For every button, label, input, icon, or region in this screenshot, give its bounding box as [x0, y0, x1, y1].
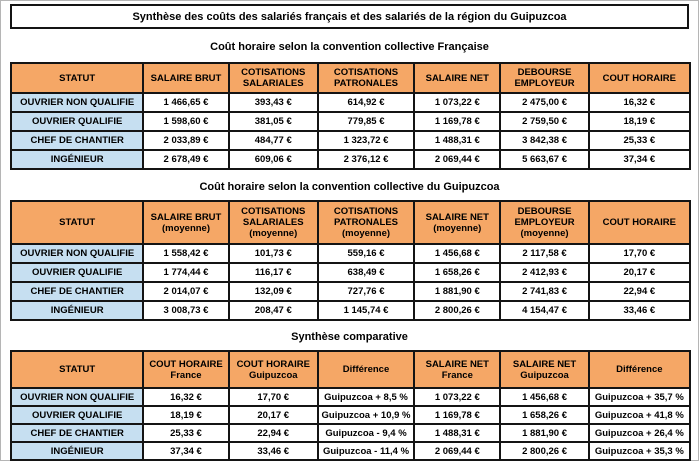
table-cell: 1 169,78 €	[414, 112, 500, 131]
column-header-line: (moyenne)	[520, 228, 569, 239]
table-cell: 18,19 €	[589, 112, 690, 131]
table-row	[11, 424, 690, 442]
table-cell: 116,17 €	[229, 263, 318, 282]
table-cell: Guipuzcoa - 9,4 %	[318, 424, 414, 442]
table-section	[1, 181, 698, 321]
table-cell: 2 678,49 €	[143, 150, 228, 169]
column-header	[11, 63, 143, 93]
table-cell: 381,05 €	[229, 112, 318, 131]
table-row	[11, 442, 690, 460]
table-row	[11, 388, 690, 406]
table-cell: 17,70 €	[589, 244, 690, 263]
table-cell: 1 169,78 €	[414, 406, 500, 424]
row-header-statut: OUVRIER NON QUALIFIE	[11, 388, 143, 406]
table-section	[1, 41, 698, 170]
table-cell: Guipuzcoa + 8,5 %	[318, 388, 414, 406]
row-header-statut: CHEF DE CHANTIER	[11, 131, 143, 150]
row-header-statut: OUVRIER NON QUALIFIE	[11, 244, 143, 263]
column-header-line: SALAIRE NET	[425, 358, 489, 370]
table-cell: 37,34 €	[143, 442, 228, 460]
table-row	[11, 406, 690, 424]
table-cell: 18,19 €	[143, 406, 228, 424]
column-header-line: SALAIRE NET	[512, 358, 577, 370]
table-cell: Guipuzcoa + 10,9 %	[318, 406, 414, 424]
table-cell: 2 741,83 €	[500, 282, 588, 301]
table-cell: 1 488,31 €	[414, 131, 500, 150]
table-cell: 2 069,44 €	[414, 150, 500, 169]
table-cell: 37,34 €	[589, 150, 690, 169]
table-cell: 1 774,44 €	[143, 263, 228, 282]
column-header-line: Différence	[342, 364, 390, 375]
table-cell: Guipuzcoa - 11,4 %	[318, 442, 414, 460]
table-caption: Coût horaire selon la convention collective du Guipuzcoa	[199, 181, 500, 193]
table-cell: 1 658,26 €	[414, 263, 500, 282]
table-cell: 2 800,26 €	[414, 301, 500, 320]
table-cell: 1 456,68 €	[414, 244, 500, 263]
table-cell: 3 008,73 €	[143, 301, 228, 320]
table-row	[11, 244, 690, 263]
table-cell: 2 117,58 €	[500, 244, 588, 263]
table-cell: 2 412,93 €	[500, 263, 588, 282]
column-header-line: COUT HORAIRE	[602, 72, 677, 84]
column-header-line: (moyenne)	[161, 222, 211, 234]
table-cell: 101,73 €	[229, 244, 318, 263]
table-cell: 1 073,22 €	[414, 93, 500, 112]
table-cell: 132,09 €	[229, 282, 318, 301]
table-cell: 2 376,12 €	[318, 150, 414, 169]
table-cell: 2 014,07 €	[143, 282, 228, 301]
data-table	[10, 62, 691, 170]
table-cell: 1 881,90 €	[500, 424, 588, 442]
table-cell: 25,33 €	[143, 424, 228, 442]
column-header-line: Différence	[616, 364, 663, 375]
column-header-line: SALARIALES	[242, 78, 304, 89]
table-cell: 779,85 €	[318, 112, 414, 131]
table-cell: 1 323,72 €	[318, 131, 414, 150]
column-header-line: SALAIRE NET	[425, 211, 489, 223]
table-row	[11, 263, 690, 282]
row-header-statut: OUVRIER NON QUALIFIE	[11, 93, 143, 112]
page-title-text: Synthèse des coûts des salariés français et des salariés de la région du Guipuzcoa	[132, 10, 567, 23]
column-header	[414, 351, 500, 388]
data-table	[10, 200, 691, 321]
row-header-statut: INGÉNIEUR	[11, 301, 143, 320]
table-cell: Guipuzcoa + 26,4 %	[589, 424, 690, 442]
column-header-line: PATRONALES	[333, 217, 399, 228]
table-cell: 22,94 €	[229, 424, 318, 442]
column-header-line: PATRONALES	[333, 78, 399, 89]
page-title	[10, 4, 689, 29]
column-header-line: (moyenne)	[433, 222, 482, 234]
column-header-line: COUT HORAIRE	[602, 217, 677, 228]
table-row	[11, 282, 690, 301]
row-header-statut: INGÉNIEUR	[11, 150, 143, 169]
column-header-line: (moyenne)	[341, 228, 391, 239]
table-cell: 33,46 €	[589, 301, 690, 320]
table-cell: 614,92 €	[318, 93, 414, 112]
column-header-line: France	[441, 369, 473, 381]
column-header-line: EMPLOYEUR	[514, 217, 575, 228]
column-header-line: COTISATIONS	[241, 206, 306, 217]
row-header-statut: INGÉNIEUR	[11, 442, 143, 460]
table-cell: 1 488,31 €	[414, 424, 500, 442]
table-cell: 25,33 €	[589, 131, 690, 150]
row-header-statut: OUVRIER QUALIFIE	[11, 406, 143, 424]
table-cell: 638,49 €	[318, 263, 414, 282]
column-header	[589, 351, 690, 388]
table-cell: 16,32 €	[589, 93, 690, 112]
column-header-line: COTISATIONS	[333, 67, 399, 78]
column-header	[229, 351, 318, 388]
table-cell: 20,17 €	[229, 406, 318, 424]
table-cell: 1 456,68 €	[500, 388, 588, 406]
column-header	[318, 201, 414, 244]
table-caption: Coût horaire selon la convention collective Française	[210, 41, 489, 53]
table-row	[11, 112, 690, 131]
table-row	[11, 150, 690, 169]
row-header-statut: CHEF DE CHANTIER	[11, 282, 143, 301]
table-cell: 2 475,00 €	[500, 93, 588, 112]
column-header-line: COTISATIONS	[333, 206, 399, 217]
table-cell: 2 800,26 €	[500, 442, 588, 460]
table-cell: 1 558,42 €	[143, 244, 228, 263]
table-caption: Synthèse comparative	[291, 331, 408, 343]
column-header-line: EMPLOYEUR	[514, 78, 575, 89]
column-header	[500, 351, 588, 388]
row-header-statut: CHEF DE CHANTIER	[11, 424, 143, 442]
header-row	[11, 351, 690, 388]
table-cell: 1 881,90 €	[414, 282, 500, 301]
table-row	[11, 93, 690, 112]
column-header	[11, 351, 143, 388]
column-header-line: COUT HORAIRE	[236, 358, 310, 370]
table-cell: 22,94 €	[589, 282, 690, 301]
table-cell: 208,47 €	[229, 301, 318, 320]
table-cell: 727,76 €	[318, 282, 414, 301]
table-cell: 1 073,22 €	[414, 388, 500, 406]
column-header-line: Guipuzcoa	[248, 369, 298, 381]
table-cell: 2 069,44 €	[414, 442, 500, 460]
table-row	[11, 131, 690, 150]
table-cell: 5 663,67 €	[500, 150, 588, 169]
column-header-line: COTISATIONS	[241, 67, 306, 78]
column-header-line: (moyenne)	[249, 228, 298, 239]
table-cell: 1 466,65 €	[143, 93, 228, 112]
table-cell: 1 598,60 €	[143, 112, 228, 131]
column-header-line: STATUT	[59, 364, 96, 375]
document-page	[1, 4, 698, 461]
table-cell: 559,16 €	[318, 244, 414, 263]
column-header-line: SALAIRE NET	[425, 72, 489, 84]
table-cell: 20,17 €	[589, 263, 690, 282]
column-header	[229, 63, 318, 93]
column-header	[143, 201, 228, 244]
table-cell: Guipuzcoa + 41,8 %	[589, 406, 690, 424]
column-header	[143, 63, 228, 93]
table-cell: 1 658,26 €	[500, 406, 588, 424]
table-cell: Guipuzcoa + 35,3 %	[589, 442, 690, 460]
table-cell: 2 759,50 €	[500, 112, 588, 131]
column-header	[500, 63, 588, 93]
table-cell: 609,06 €	[229, 150, 318, 169]
table-cell: 3 842,38 €	[500, 131, 588, 150]
table-cell: 1 145,74 €	[318, 301, 414, 320]
table-cell: 17,70 €	[229, 388, 318, 406]
column-header	[11, 201, 143, 244]
column-header-line: DEBOURSE	[517, 67, 572, 78]
column-header	[414, 201, 500, 244]
row-header-statut: OUVRIER QUALIFIE	[11, 112, 143, 131]
table-cell: 16,32 €	[143, 388, 228, 406]
table-cell: Guipuzcoa + 35,7 %	[589, 388, 690, 406]
column-header-line: STATUT	[59, 72, 96, 84]
column-header	[143, 351, 228, 388]
column-header-line: SALAIRE BRUT	[150, 211, 222, 223]
data-table	[10, 350, 691, 461]
tables-container	[1, 41, 698, 461]
column-header-line: SALAIRE BRUT	[150, 72, 222, 84]
table-row	[11, 301, 690, 320]
column-header	[318, 63, 414, 93]
column-header-line: COUT HORAIRE	[149, 358, 223, 370]
column-header	[589, 201, 690, 244]
table-cell: 393,43 €	[229, 93, 318, 112]
table-cell: 33,46 €	[229, 442, 318, 460]
column-header-line: France	[170, 369, 202, 381]
column-header	[589, 63, 690, 93]
column-header	[229, 201, 318, 244]
column-header-line: SALARIALES	[242, 217, 304, 228]
row-header-statut: OUVRIER QUALIFIE	[11, 263, 143, 282]
table-cell: 484,77 €	[229, 131, 318, 150]
column-header-line: DEBOURSE	[517, 206, 572, 217]
header-row	[11, 201, 690, 244]
column-header	[318, 351, 414, 388]
header-row	[11, 63, 690, 93]
column-header-line: Guipuzcoa	[520, 369, 569, 381]
column-header-line: STATUT	[59, 217, 96, 228]
table-section	[1, 331, 698, 461]
column-header	[414, 63, 500, 93]
table-cell: 2 033,89 €	[143, 131, 228, 150]
table-cell: 4 154,47 €	[500, 301, 588, 320]
column-header	[500, 201, 588, 244]
